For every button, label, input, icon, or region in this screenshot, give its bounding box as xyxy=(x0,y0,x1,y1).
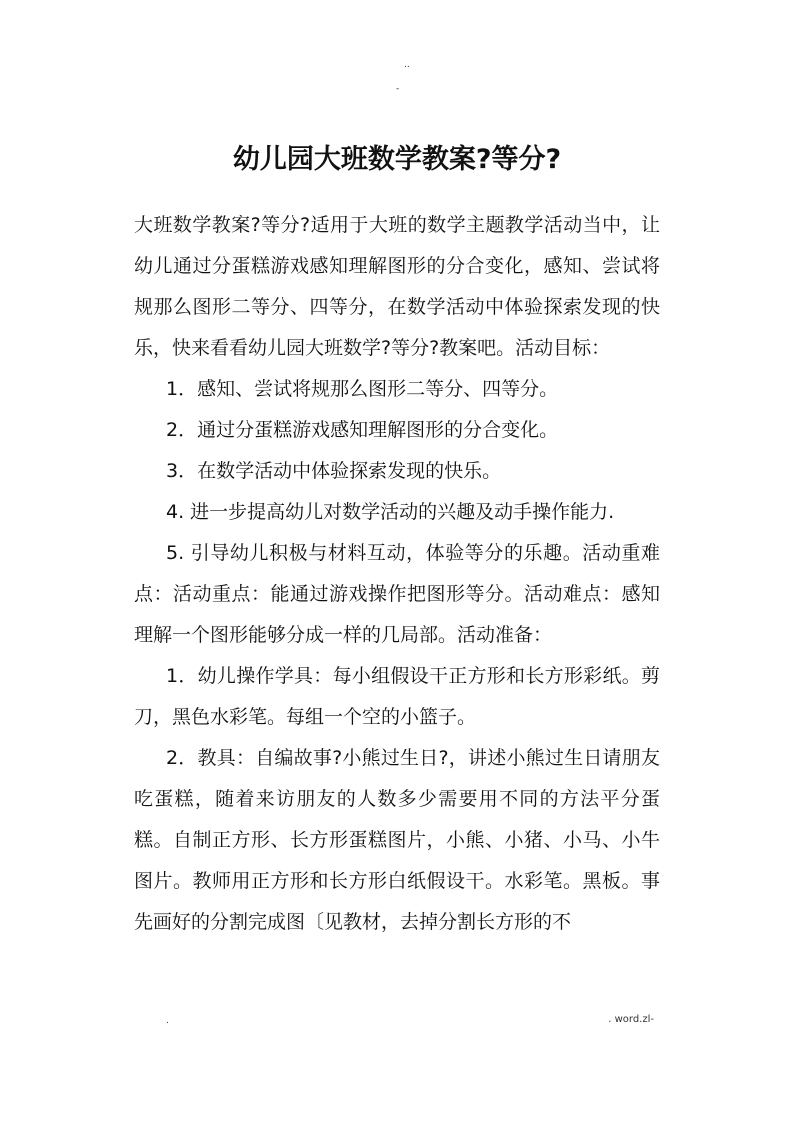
document-title: 幼儿园大班数学教案?等分? xyxy=(232,144,562,175)
paragraph-prep-2: 2．教具：自编故事?小熊过生日?，讲述小熊过生日请朋友吃蛋糕，随着来访朋友的人数多少需要用不同的方法平分蛋糕。自制正方形、长方形蛋糕图片，小熊、小猪、小马、小牛图片。教师用正方形和长方形白纸假设干。水彩笔。黑板。事先画好的分割完成图〔见教材，去掉分割长方形的不 xyxy=(134,747,660,933)
paragraph-goal-1: 1．感知、尝试将规那么图形二等分、四等分。 xyxy=(166,378,559,400)
paragraph-goal-3: 3．在数学活动中体验探索发现的快乐。 xyxy=(166,460,502,482)
paragraph-goal-5: 5. 引导幼儿积极与材料互动，体验等分的乐趣。活动重难点：活动重点：能通过游戏操作把图形等分。活动难点：感知理解一个图形能够分成一样的几局部。活动准备： xyxy=(134,542,660,646)
footer-right-text: . word.zl- xyxy=(608,1014,654,1025)
footer-left-mark: . xyxy=(166,1016,169,1026)
header-mark-top: .. xyxy=(404,60,410,70)
document-body xyxy=(134,205,660,943)
paragraph-intro: 大班数学教案?等分?适用于大班的数学主题教学活动当中，让幼儿通过分蛋糕游戏感知理解图形的分合变化，感知、尝试将规那么图形二等分、四等分，在数学活动中体验探索发现的快乐，快来看看幼儿园大班数学?等分?教案吧。活动目标： xyxy=(134,214,660,359)
paragraph-goal-2: 2．通过分蛋糕游戏感知理解图形的分合变化。 xyxy=(166,419,559,441)
header-mark-bottom: - xyxy=(396,84,400,94)
paragraph-prep-1: 1．幼儿操作学具：每小组假设干正方形和长方形彩纸。剪刀，黑色水彩笔。每组一个空的小篮子。 xyxy=(134,665,660,728)
paragraph-goal-4: 4. 进一步提高幼儿对数学活动的兴趣及动手操作能力. xyxy=(166,501,615,523)
